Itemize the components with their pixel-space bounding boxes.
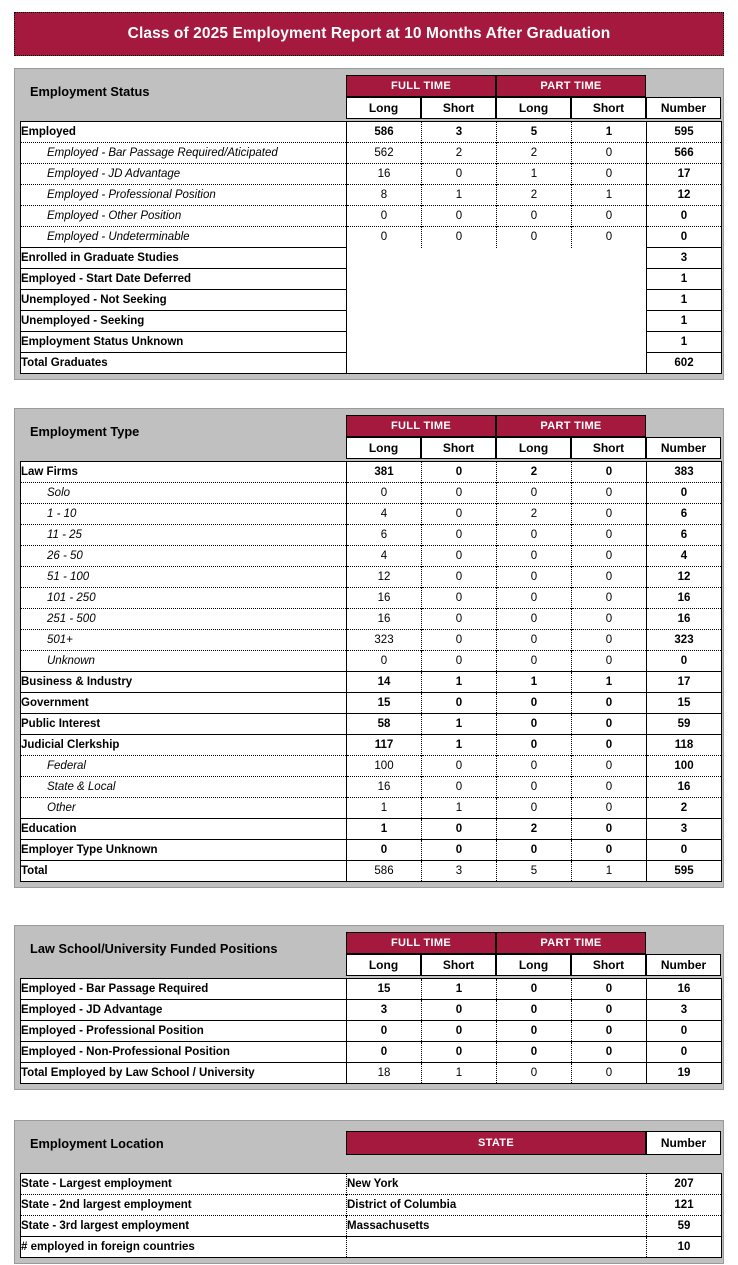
data-cell: 1 — [422, 185, 497, 206]
data-cell: 0 — [572, 979, 647, 1000]
data-cell-number: 15 — [647, 693, 722, 714]
data-cell: 5 — [497, 861, 572, 882]
data-cell: 0 — [572, 1000, 647, 1021]
column-header-number: Number — [646, 437, 721, 459]
data-cell-number: 0 — [647, 1021, 722, 1042]
data-cell: 0 — [572, 206, 647, 227]
employment-location-table — [20, 1173, 722, 1258]
data-cell: 0 — [497, 798, 572, 819]
data-cell: 0 — [572, 756, 647, 777]
data-cell-number: 0 — [647, 651, 722, 672]
column-group-full-time: FULL TIME — [346, 75, 496, 97]
employment-type-block — [14, 408, 724, 888]
data-cell: 0 — [422, 1042, 497, 1063]
table-row — [21, 483, 722, 504]
row-label: Employed - Professional Position — [21, 185, 347, 206]
data-cell: 0 — [347, 1021, 422, 1042]
row-label: 251 - 500 — [21, 609, 347, 630]
row-label: Unemployed - Seeking — [21, 311, 347, 332]
data-cell: 0 — [572, 462, 647, 483]
data-cell: 2 — [497, 504, 572, 525]
employment-location-header — [20, 1125, 718, 1173]
row-label: Government — [21, 693, 347, 714]
data-cell: 0 — [572, 735, 647, 756]
row-label: Public Interest — [21, 714, 347, 735]
data-cell-number: 1 — [647, 332, 722, 353]
row-label: 501+ — [21, 630, 347, 651]
data-cell-number: 3 — [647, 1000, 722, 1021]
row-label: Employed - Other Position — [21, 206, 347, 227]
data-cell: 5 — [497, 122, 572, 143]
data-cell: 1 — [572, 185, 647, 206]
data-cell: 2 — [497, 143, 572, 164]
data-cell: 0 — [422, 651, 497, 672]
data-cell-number: 595 — [647, 861, 722, 882]
row-label: State - Largest employment — [21, 1174, 347, 1195]
law-school-funded-positions-table — [20, 978, 722, 1084]
column-group-part-time: PART TIME — [496, 415, 646, 437]
data-cell: 0 — [572, 227, 647, 248]
data-cell: 586 — [347, 861, 422, 882]
data-cell-number: 1 — [647, 311, 722, 332]
data-cell: 0 — [497, 227, 572, 248]
data-cell: 1 — [422, 714, 497, 735]
data-cell: 0 — [422, 777, 497, 798]
data-cell: 0 — [422, 819, 497, 840]
data-cell: 0 — [497, 714, 572, 735]
data-cell: 0 — [497, 777, 572, 798]
data-cell: 1 — [347, 798, 422, 819]
page-title: Class of 2025 Employment Report at 10 Months After Graduation — [127, 25, 611, 42]
data-cell: 0 — [422, 206, 497, 227]
data-cell: 0 — [572, 588, 647, 609]
data-cell-number: 2 — [647, 798, 722, 819]
data-cell: 0 — [572, 777, 647, 798]
data-cell-number: 1 — [647, 269, 722, 290]
number-value: 207 — [647, 1174, 722, 1195]
table-row — [21, 1042, 722, 1063]
data-cell: 0 — [572, 609, 647, 630]
column-header-ft-long: Long — [346, 97, 421, 119]
data-cell-number: 383 — [647, 462, 722, 483]
row-label: State - 3rd largest employment — [21, 1216, 347, 1237]
column-header-pt-short: Short — [571, 954, 646, 976]
data-cell: 323 — [347, 630, 422, 651]
row-label: 51 - 100 — [21, 567, 347, 588]
row-label: Total Employed by Law School / University — [21, 1063, 347, 1084]
data-cell: 0 — [347, 651, 422, 672]
data-cell-number: 0 — [647, 227, 722, 248]
column-group-part-time: PART TIME — [496, 932, 646, 954]
row-label: Enrolled in Graduate Studies — [21, 248, 347, 269]
row-label: State - 2nd largest employment — [21, 1195, 347, 1216]
table-row — [21, 651, 722, 672]
data-cell-number: 0 — [647, 483, 722, 504]
state-value — [347, 1237, 647, 1258]
data-cell: 0 — [572, 819, 647, 840]
data-cell-number: 3 — [647, 819, 722, 840]
data-cell-number: 6 — [647, 504, 722, 525]
data-cell: 0 — [497, 588, 572, 609]
employment-status-block — [14, 68, 724, 380]
data-cell: 15 — [347, 979, 422, 1000]
empty-cell-region — [347, 248, 647, 374]
employment-type-header — [20, 413, 718, 461]
data-cell: 3 — [422, 861, 497, 882]
data-cell: 0 — [422, 227, 497, 248]
data-cell: 0 — [497, 630, 572, 651]
employment-status-table — [20, 121, 722, 374]
data-cell: 0 — [347, 483, 422, 504]
data-cell: 0 — [422, 756, 497, 777]
report-title-banner — [14, 12, 724, 56]
data-cell: 0 — [422, 164, 497, 185]
data-cell: 0 — [497, 1000, 572, 1021]
data-cell-number: 16 — [647, 777, 722, 798]
data-cell-number: 16 — [647, 588, 722, 609]
data-cell-number: 16 — [647, 979, 722, 1000]
employment-type-table — [20, 461, 722, 882]
data-cell-number: 1 — [647, 290, 722, 311]
data-cell: 0 — [497, 840, 572, 861]
data-cell: 0 — [572, 525, 647, 546]
employment-status-title: Employment Status — [30, 84, 150, 99]
data-cell: 0 — [497, 756, 572, 777]
row-label: Employed — [21, 122, 347, 143]
data-cell: 0 — [572, 630, 647, 651]
table-row — [21, 546, 722, 567]
data-cell: 0 — [497, 206, 572, 227]
data-cell: 4 — [347, 546, 422, 567]
data-cell: 18 — [347, 1063, 422, 1084]
data-cell: 1 — [422, 672, 497, 693]
data-cell-number: 3 — [647, 248, 722, 269]
table-row — [21, 122, 722, 143]
table-row — [21, 248, 722, 269]
table-row — [21, 185, 722, 206]
data-cell: 0 — [572, 693, 647, 714]
data-cell: 0 — [572, 164, 647, 185]
column-header-number: Number — [646, 1131, 721, 1155]
data-cell: 0 — [572, 1042, 647, 1063]
state-value: Massachusetts — [347, 1216, 647, 1237]
data-cell: 4 — [347, 504, 422, 525]
data-cell: 0 — [572, 1021, 647, 1042]
table-row — [21, 1216, 722, 1237]
data-cell-number: 0 — [647, 206, 722, 227]
data-cell: 562 — [347, 143, 422, 164]
data-cell: 0 — [497, 567, 572, 588]
table-row — [21, 1000, 722, 1021]
table-row — [21, 227, 722, 248]
row-label: Law Firms — [21, 462, 347, 483]
row-label: Employed - JD Advantage — [21, 164, 347, 185]
data-cell: 2 — [422, 143, 497, 164]
row-label: 1 - 10 — [21, 504, 347, 525]
column-header-pt-long: Long — [496, 437, 571, 459]
data-cell: 0 — [497, 1021, 572, 1042]
data-cell: 381 — [347, 462, 422, 483]
data-cell: 0 — [572, 1063, 647, 1084]
row-label: Employed - Start Date Deferred — [21, 269, 347, 290]
data-cell: 0 — [497, 735, 572, 756]
row-label: Federal — [21, 756, 347, 777]
data-cell: 0 — [497, 483, 572, 504]
data-cell: 0 — [572, 546, 647, 567]
data-cell: 1 — [572, 122, 647, 143]
column-header-ft-short: Short — [421, 954, 496, 976]
data-cell: 0 — [422, 1000, 497, 1021]
table-row — [21, 672, 722, 693]
data-cell: 0 — [497, 525, 572, 546]
data-cell: 1 — [422, 735, 497, 756]
data-cell: 0 — [422, 630, 497, 651]
row-label: Unemployed - Not Seeking — [21, 290, 347, 311]
data-cell: 0 — [422, 483, 497, 504]
column-header-pt-short: Short — [571, 437, 646, 459]
data-cell: 1 — [422, 798, 497, 819]
state-value: New York — [347, 1174, 647, 1195]
data-cell: 58 — [347, 714, 422, 735]
data-cell: 0 — [497, 1063, 572, 1084]
table-row — [21, 756, 722, 777]
row-label: Employer Type Unknown — [21, 840, 347, 861]
number-value: 121 — [647, 1195, 722, 1216]
number-value: 10 — [647, 1237, 722, 1258]
data-cell: 6 — [347, 525, 422, 546]
data-cell: 0 — [497, 979, 572, 1000]
row-label: Education — [21, 819, 347, 840]
row-label: Solo — [21, 483, 347, 504]
data-cell: 0 — [422, 840, 497, 861]
data-cell: 586 — [347, 122, 422, 143]
data-cell: 14 — [347, 672, 422, 693]
data-cell: 16 — [347, 777, 422, 798]
column-group-full-time: FULL TIME — [346, 932, 496, 954]
data-cell: 0 — [347, 227, 422, 248]
data-cell-number: 595 — [647, 122, 722, 143]
data-cell: 3 — [422, 122, 497, 143]
table-row — [21, 567, 722, 588]
data-cell: 0 — [347, 840, 422, 861]
data-cell-number: 100 — [647, 756, 722, 777]
column-group-part-time: PART TIME — [496, 75, 646, 97]
column-header-pt-long: Long — [496, 954, 571, 976]
data-cell-number: 59 — [647, 714, 722, 735]
table-row — [21, 1063, 722, 1084]
data-cell: 0 — [497, 609, 572, 630]
data-cell-number: 19 — [647, 1063, 722, 1084]
data-cell: 2 — [497, 819, 572, 840]
column-header-pt-long: Long — [496, 97, 571, 119]
number-value: 59 — [647, 1216, 722, 1237]
data-cell-number: 0 — [647, 840, 722, 861]
column-header-ft-short: Short — [421, 437, 496, 459]
data-cell: 8 — [347, 185, 422, 206]
data-cell: 0 — [347, 206, 422, 227]
data-cell: 15 — [347, 693, 422, 714]
table-row — [21, 1237, 722, 1258]
table-row — [21, 777, 722, 798]
data-cell: 0 — [572, 651, 647, 672]
state-value: District of Columbia — [347, 1195, 647, 1216]
data-cell: 0 — [572, 840, 647, 861]
data-cell: 2 — [497, 462, 572, 483]
data-cell: 0 — [422, 462, 497, 483]
data-cell: 0 — [422, 504, 497, 525]
data-cell: 0 — [497, 693, 572, 714]
data-cell: 16 — [347, 588, 422, 609]
table-row — [21, 798, 722, 819]
table-row — [21, 861, 722, 882]
data-cell-number: 16 — [647, 609, 722, 630]
table-row — [21, 979, 722, 1000]
law-school-funded-positions-header — [20, 930, 718, 978]
data-cell: 3 — [347, 1000, 422, 1021]
data-cell: 0 — [497, 651, 572, 672]
table-row — [21, 714, 722, 735]
data-cell: 0 — [572, 567, 647, 588]
table-row — [21, 462, 722, 483]
data-cell: 1 — [422, 1063, 497, 1084]
row-label: Employed - Professional Position — [21, 1021, 347, 1042]
employment-location-block — [14, 1120, 724, 1264]
data-cell: 0 — [422, 567, 497, 588]
data-cell: 12 — [347, 567, 422, 588]
table-row — [21, 1195, 722, 1216]
column-header-ft-short: Short — [421, 97, 496, 119]
table-row — [21, 693, 722, 714]
data-cell-number: 323 — [647, 630, 722, 651]
table-row — [21, 630, 722, 651]
table-row — [21, 504, 722, 525]
data-cell: 0 — [572, 504, 647, 525]
data-cell: 0 — [422, 546, 497, 567]
data-cell: 0 — [422, 693, 497, 714]
employment-status-header — [20, 73, 718, 121]
row-label: Employed - Non-Professional Position — [21, 1042, 347, 1063]
data-cell: 16 — [347, 164, 422, 185]
data-cell-number: 4 — [647, 546, 722, 567]
column-header-number: Number — [646, 954, 721, 976]
table-row — [21, 206, 722, 227]
column-header-ft-long: Long — [346, 437, 421, 459]
column-header-ft-long: Long — [346, 954, 421, 976]
row-label: Employed - JD Advantage — [21, 1000, 347, 1021]
data-cell: 0 — [572, 483, 647, 504]
data-cell-number: 566 — [647, 143, 722, 164]
row-label: Total — [21, 861, 347, 882]
data-cell: 0 — [572, 798, 647, 819]
table-row — [21, 840, 722, 861]
row-label: Judicial Clerkship — [21, 735, 347, 756]
data-cell: 100 — [347, 756, 422, 777]
data-cell-number: 12 — [647, 567, 722, 588]
data-cell: 0 — [422, 1021, 497, 1042]
data-cell: 0 — [422, 609, 497, 630]
data-cell: 0 — [572, 714, 647, 735]
data-cell-number: 17 — [647, 672, 722, 693]
data-cell: 0 — [497, 1042, 572, 1063]
row-label: # employed in foreign countries — [21, 1237, 347, 1258]
row-label: Employed - Undeterminable — [21, 227, 347, 248]
row-label: 101 - 250 — [21, 588, 347, 609]
data-cell: 1 — [572, 672, 647, 693]
row-label: State & Local — [21, 777, 347, 798]
data-cell: 1 — [572, 861, 647, 882]
table-row — [21, 819, 722, 840]
row-label: Employed - Bar Passage Required — [21, 979, 347, 1000]
data-cell-number: 602 — [647, 353, 722, 374]
column-header-pt-short: Short — [571, 97, 646, 119]
data-cell: 16 — [347, 609, 422, 630]
law-school-funded-positions-block — [14, 925, 724, 1090]
data-cell: 2 — [497, 185, 572, 206]
table-row — [21, 1174, 722, 1195]
data-cell: 1 — [497, 164, 572, 185]
data-cell: 0 — [497, 546, 572, 567]
data-cell: 1 — [497, 672, 572, 693]
data-cell-number: 118 — [647, 735, 722, 756]
data-cell: 0 — [572, 143, 647, 164]
data-cell: 0 — [347, 1042, 422, 1063]
data-cell: 1 — [347, 819, 422, 840]
row-label: Employment Status Unknown — [21, 332, 347, 353]
data-cell-number: 0 — [647, 1042, 722, 1063]
column-group-state: STATE — [346, 1131, 646, 1155]
data-cell: 1 — [422, 979, 497, 1000]
table-row — [21, 609, 722, 630]
table-row — [21, 735, 722, 756]
row-label: Unknown — [21, 651, 347, 672]
table-row — [21, 1021, 722, 1042]
data-cell-number: 12 — [647, 185, 722, 206]
employment-type-title: Employment Type — [30, 424, 140, 439]
table-row — [21, 164, 722, 185]
column-group-full-time: FULL TIME — [346, 415, 496, 437]
row-label: 26 - 50 — [21, 546, 347, 567]
data-cell: 0 — [422, 525, 497, 546]
data-cell-number: 6 — [647, 525, 722, 546]
table-row — [21, 588, 722, 609]
table-row — [21, 143, 722, 164]
row-label: Total Graduates — [21, 353, 347, 374]
row-label: 11 - 25 — [21, 525, 347, 546]
table-row — [21, 525, 722, 546]
data-cell-number: 17 — [647, 164, 722, 185]
law-school-funded-positions-title: Law School/University Funded Positions — [30, 941, 278, 956]
row-label: Employed - Bar Passage Required/Aticipated — [21, 143, 347, 164]
data-cell: 117 — [347, 735, 422, 756]
row-label: Business & Industry — [21, 672, 347, 693]
row-label: Other — [21, 798, 347, 819]
data-cell: 0 — [422, 588, 497, 609]
column-header-number: Number — [646, 97, 721, 119]
employment-location-title: Employment Location — [30, 1136, 164, 1151]
